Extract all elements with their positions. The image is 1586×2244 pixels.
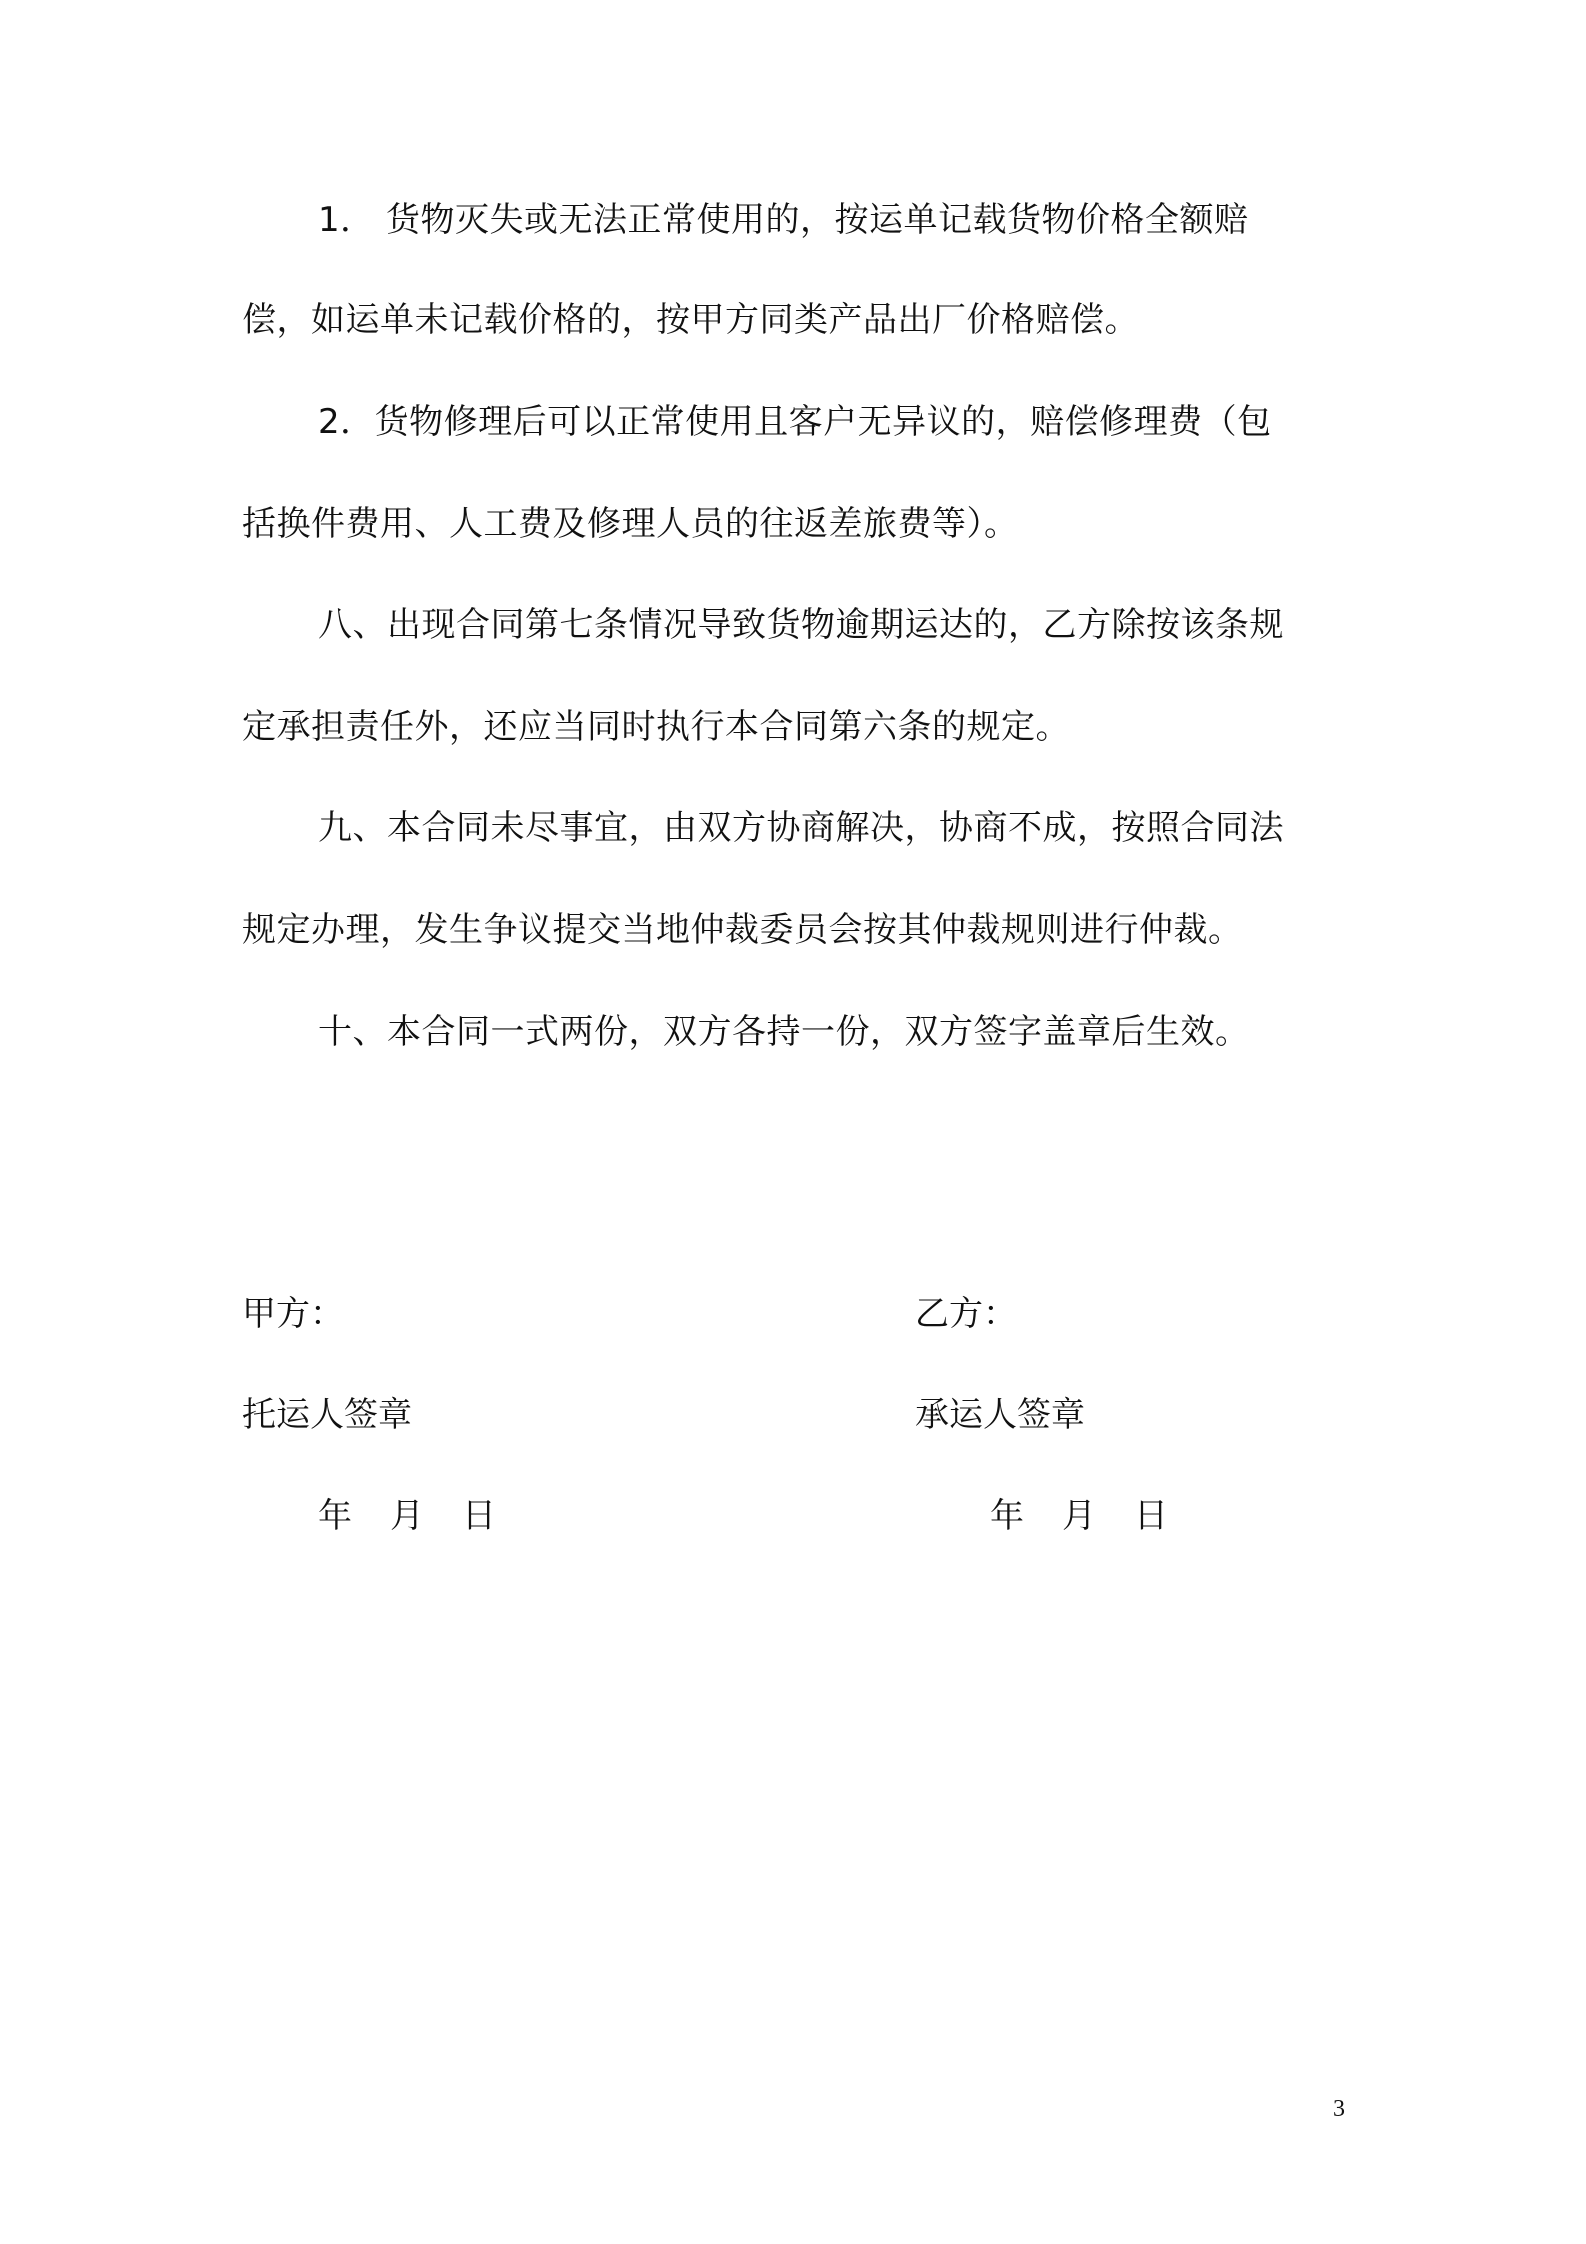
party-a-date: [318, 1494, 496, 1538]
party-b-seal: 承运人签章: [915, 1395, 1085, 1435]
party-a-label: 甲方：: [242, 1294, 344, 1334]
party-a-month: 月: [390, 1496, 424, 1536]
page-number: 3: [1333, 2096, 1345, 2122]
clause-10-line-1: 十、本合同一式两份，双方各持一份，双方签字盖章后生效。: [318, 1012, 1250, 1052]
clause-2-line-1: 2．货物修理后可以正常使用且客户无异议的，赔偿修理费（包: [318, 402, 1272, 442]
clause-8-line-2: 定承担责任外，还应当同时执行本合同第六条的规定。: [242, 707, 1070, 747]
party-a-seal: 托运人签章: [242, 1395, 412, 1435]
party-b-label: 乙方：: [915, 1294, 1017, 1334]
party-b-month: 月: [1062, 1496, 1096, 1536]
clause-1-line-2: 偿，如运单未记载价格的，按甲方同类产品出厂价格赔偿。: [242, 300, 1139, 340]
clause-9-line-1: 九、本合同未尽事宜，由双方协商解决，协商不成，按照合同法: [318, 808, 1284, 848]
party-a-day: 日: [462, 1496, 496, 1536]
clause-2-line-2: 括换件费用、人工费及修理人员的往返差旅费等）。: [242, 504, 1019, 544]
party-b-day: 日: [1134, 1496, 1168, 1536]
clause-8-line-1: 八、出现合同第七条情况导致货物逾期运达的，乙方除按该条规: [318, 605, 1284, 645]
party-b-date: [990, 1494, 1168, 1538]
clause-9-line-2: 规定办理，发生争议提交当地仲裁委员会按其仲裁规则进行仲裁。: [242, 910, 1243, 950]
party-b-year: 年: [990, 1496, 1024, 1536]
party-a-year: 年: [318, 1496, 352, 1536]
clause-1-line-1: 1． 货物灭失或无法正常使用的，按运单记载货物价格全额赔: [318, 200, 1249, 240]
